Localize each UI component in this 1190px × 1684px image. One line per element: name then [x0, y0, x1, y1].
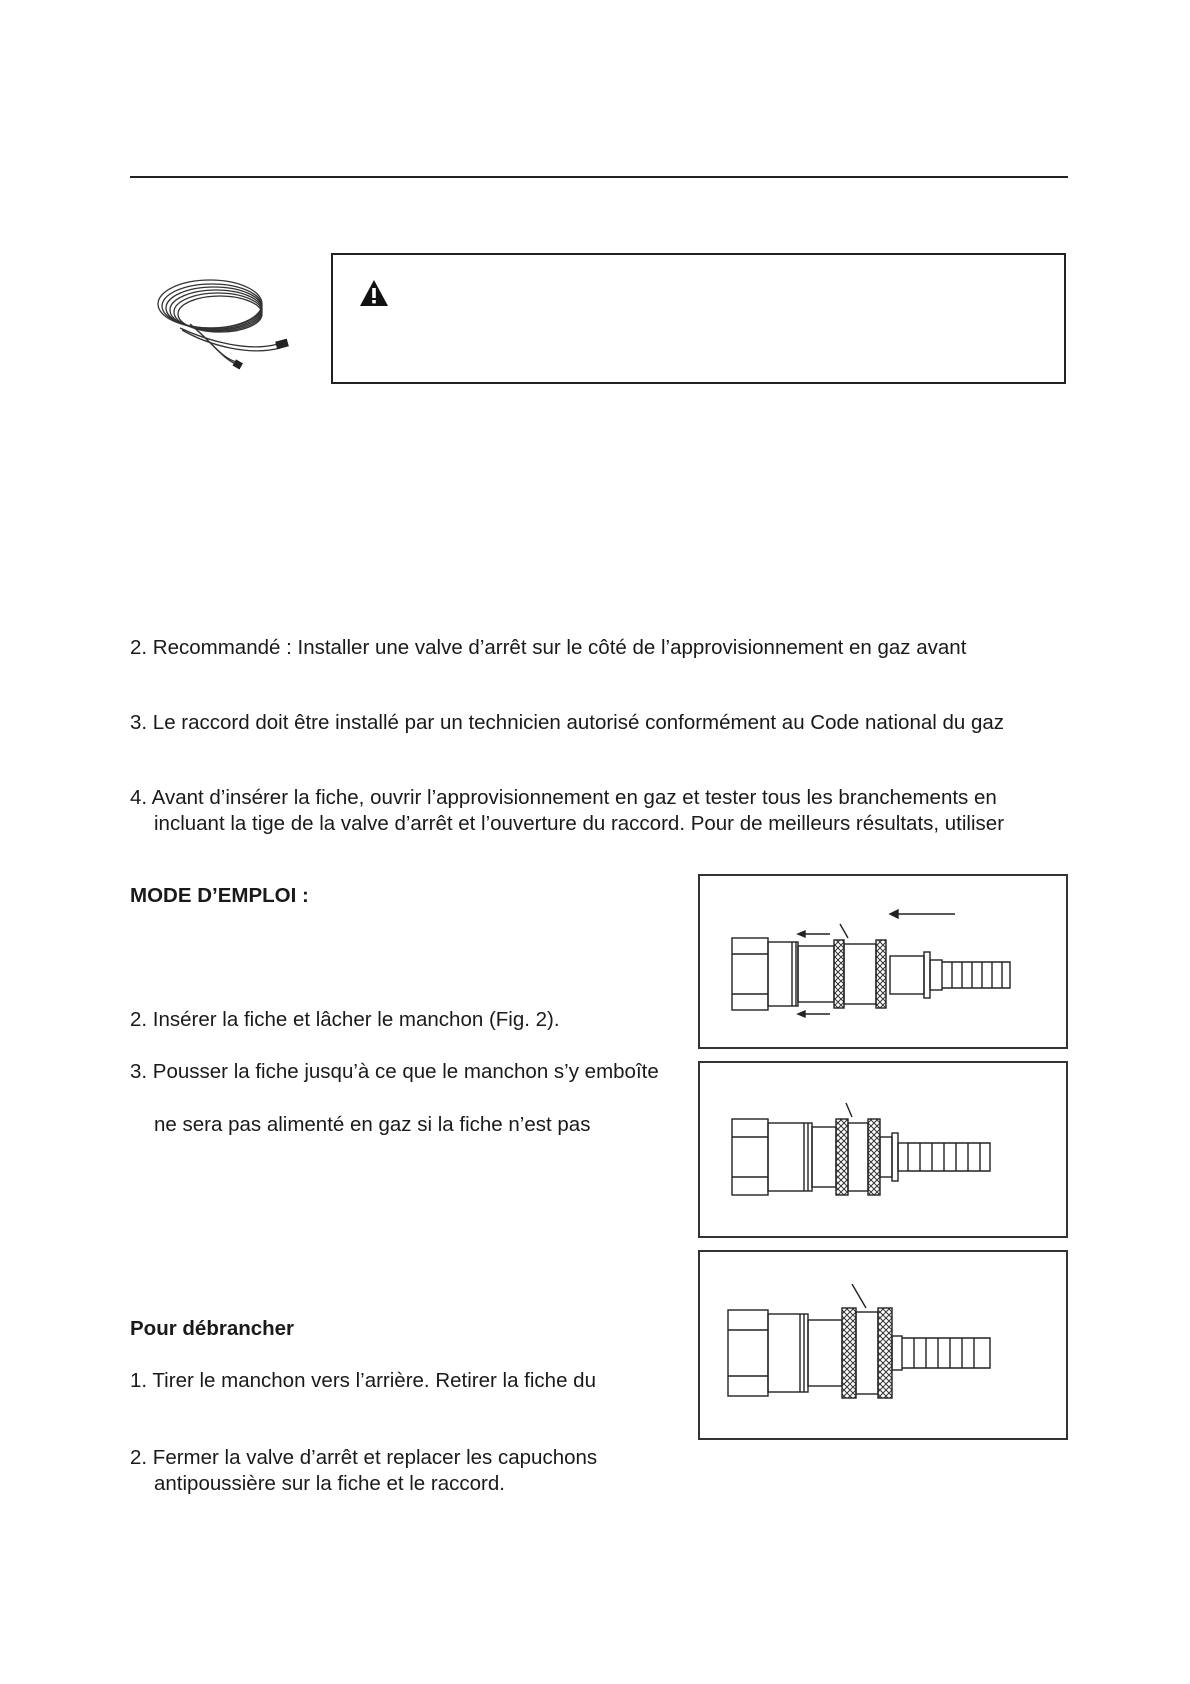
mode-emploi-heading: MODE D’EMPLOI : [130, 884, 309, 907]
figure-2-coupler-inserting [698, 1061, 1068, 1238]
debrancher-step-2-line1: 2. Fermer la valve d’arrêt et replacer les capuchons [130, 1446, 598, 1469]
warning-triangle-icon [359, 279, 389, 312]
item-3-text: 3. Le raccord doit être installé par un technicien autorisé conformément au Code national du gaz [130, 711, 1005, 734]
item-4-line1: 4. Avant d’insérer la fiche, ouvrir l’approvisionnement en gaz et tester tous les branchements en [130, 786, 997, 809]
item-4-line2: incluant la tige de la valve d’arrêt et l’ouverture du raccord. Pour de meilleurs résultats, utiliser [154, 812, 1005, 835]
item-2-text: 2. Recommandé : Installer une valve d’arrêt sur le côté de l’approvisionnement en gaz avant [130, 636, 967, 659]
figure-3-coupler-connected [698, 1250, 1068, 1440]
figure-1-coupler-separated [698, 874, 1068, 1049]
warning-box [331, 253, 1066, 384]
header-rule [130, 176, 1068, 178]
mode-emploi-step-3-cont: ne sera pas alimenté en gaz si la fiche n’est pas [154, 1113, 591, 1136]
debrancher-heading: Pour débrancher [130, 1317, 295, 1340]
debrancher-step-2-line2: antipoussière sur la fiche et le raccord. [154, 1472, 505, 1495]
mode-emploi-step-2: 2. Insérer la fiche et lâcher le manchon (Fig. 2). [130, 1008, 560, 1031]
gas-hose-image [150, 262, 310, 374]
mode-emploi-step-3: 3. Pousser la fiche jusqu’à ce que le manchon s’y emboîte [130, 1060, 659, 1083]
debrancher-step-1: 1. Tirer le manchon vers l’arrière. Retirer la fiche du [130, 1369, 596, 1392]
